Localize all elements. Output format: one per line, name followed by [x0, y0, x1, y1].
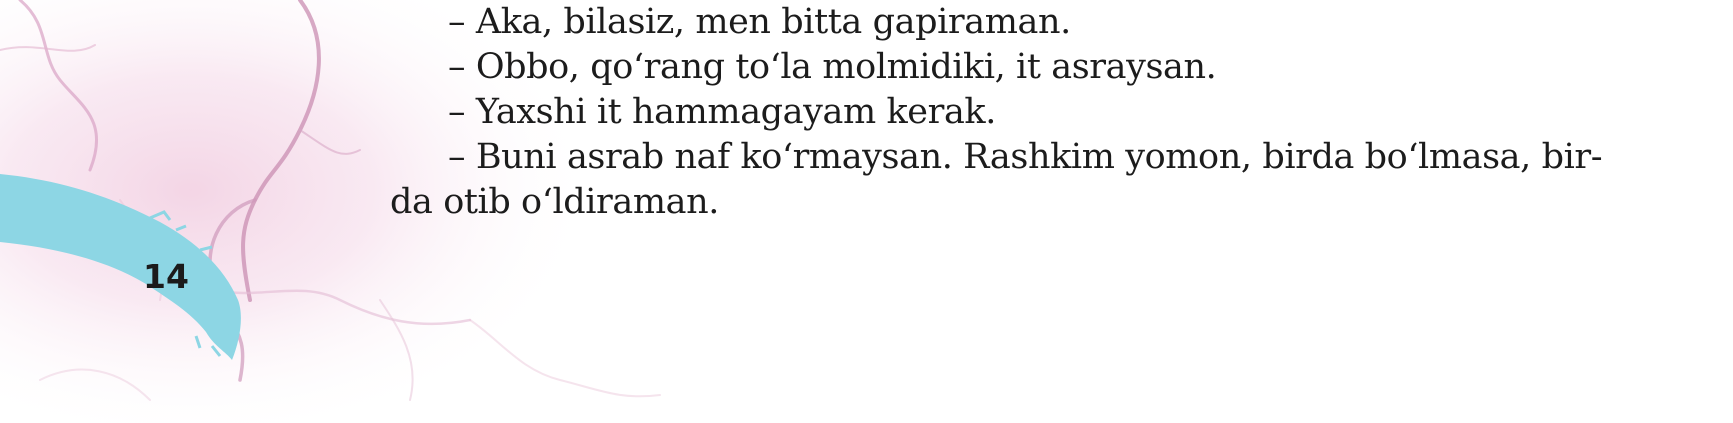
page-number: 14	[143, 257, 189, 296]
dialogue-line: – Aka, bilasiz, men bitta gapiraman.	[448, 2, 1071, 42]
dialogue-line: – Obbo, qo‘rang to‘la molmidiki, it asraysan.	[448, 47, 1217, 87]
body-text	[390, 0, 1620, 225]
dialogue-line-continuation: da otib o‘ldiraman.	[390, 182, 719, 222]
dialogue-line: – Yaxshi it hammagayam kerak.	[448, 92, 996, 132]
dialogue-line: – Buni asrab naf ko‘rmaysan. Rashkim yomon, birda bo‘lmasa, bir-	[448, 137, 1603, 177]
